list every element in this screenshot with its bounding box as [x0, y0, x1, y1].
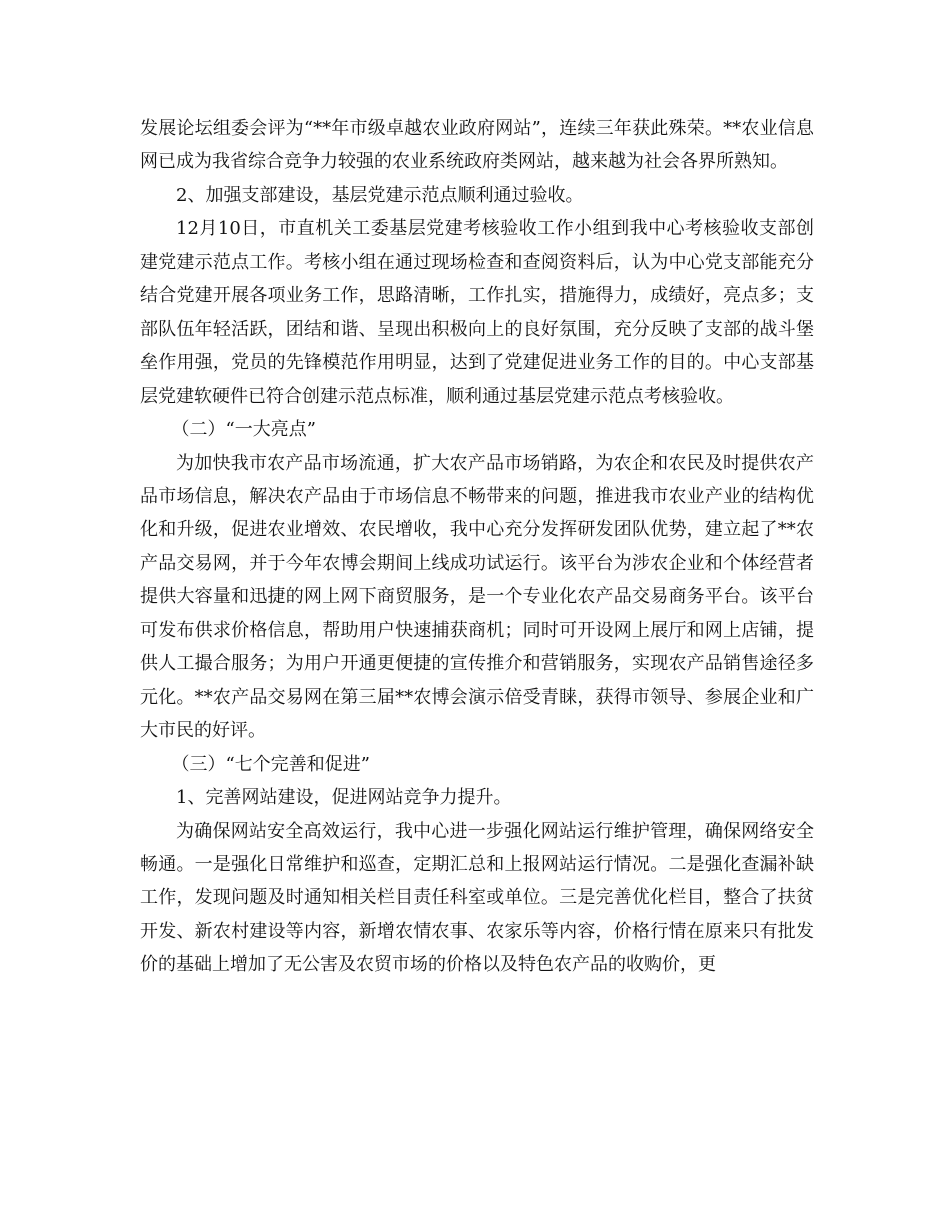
section-heading-improvements: （三）“七个完善和促进”	[171, 753, 370, 775]
document-body	[140, 112, 814, 982]
heading-branch-construction: 2、加强支部建设，基层党建示范点顺利通过验收。	[176, 184, 584, 206]
paragraph-branch-inspection: 12月10日，市直机关工委基层党建考核验收工作小组到我中心考核验收支部创建党建示范点工作。考核小组在通过现场检查和查阅资料后，认为中心党支部能充分结合党建开展各项业务工作，思路清晰，工作扎实，措施得力，成绩好，亮点多；支部队伍年轻活跃，团结和谐、呈现出积极向上的良好氛围，充分反映了支部的战斗堡垒作用强，党员的先锋模范作用明显，达到了党建促进业务工作的目的。中心支部基层党建软硬件已符合创建示范点标准，顺利通过基层党建示范点考核验收。	[140, 218, 814, 407]
paragraph-website-award: 发展论坛组委会评为“**年市级卓越农业政府网站”，连续三年获此殊荣。**农业信息网已成为我省综合竞争力较强的农业系统政府类网站，越来越为社会各界所熟知。	[140, 118, 814, 173]
heading-website-construction: 1、完善网站建设，促进网站竞争力提升。	[176, 787, 512, 809]
section-heading-highlight: （二）“一大亮点”	[171, 419, 316, 441]
paragraph-website-maintenance: 为确保网站安全高效运行，我中心进一步强化网站运行维护管理，确保网络安全畅通。一是强化日常维护和巡查，定期汇总和上报网站运行情况。二是强化查漏补缺工作，发现问题及时通知相关栏目责任科室或单位。三是完善优化栏目，整合了扶贫开发、新农村建设等内容，新增农情农事、农家乐等内容，价格行情在原来只有批发价的基础上增加了无公害及农贸市场的价格以及特色农产品的收购价，更	[140, 820, 814, 976]
paragraph-trade-platform: 为加快我市农产品市场流通，扩大农产品市场销路，为农企和农民及时提供农产品市场信息，解决农产品由于市场信息不畅带来的问题，推进我市农业产业的结构优化和升级，促进农业增效、农民增收，我中心充分发挥研发团队优势，建立起了**农产品交易网，并于今年农博会期间上线成功试运行。该平台为涉农企业和个体经营者提供大容量和迅捷的网上网下商贸服务，是一个专业化农产品交易商务平台。该平台可发布供求价格信息，帮助用户快速捕获商机；同时可开设网上展厅和网上店铺，提供人工撮合服务；为用户开通更便捷的宣传推介和营销服务，实现农产品销售途径多元化。**农产品交易网在第三届**农博会演示倍受青睐，获得市领导、参展企业和广大市民的好评。	[140, 452, 814, 742]
